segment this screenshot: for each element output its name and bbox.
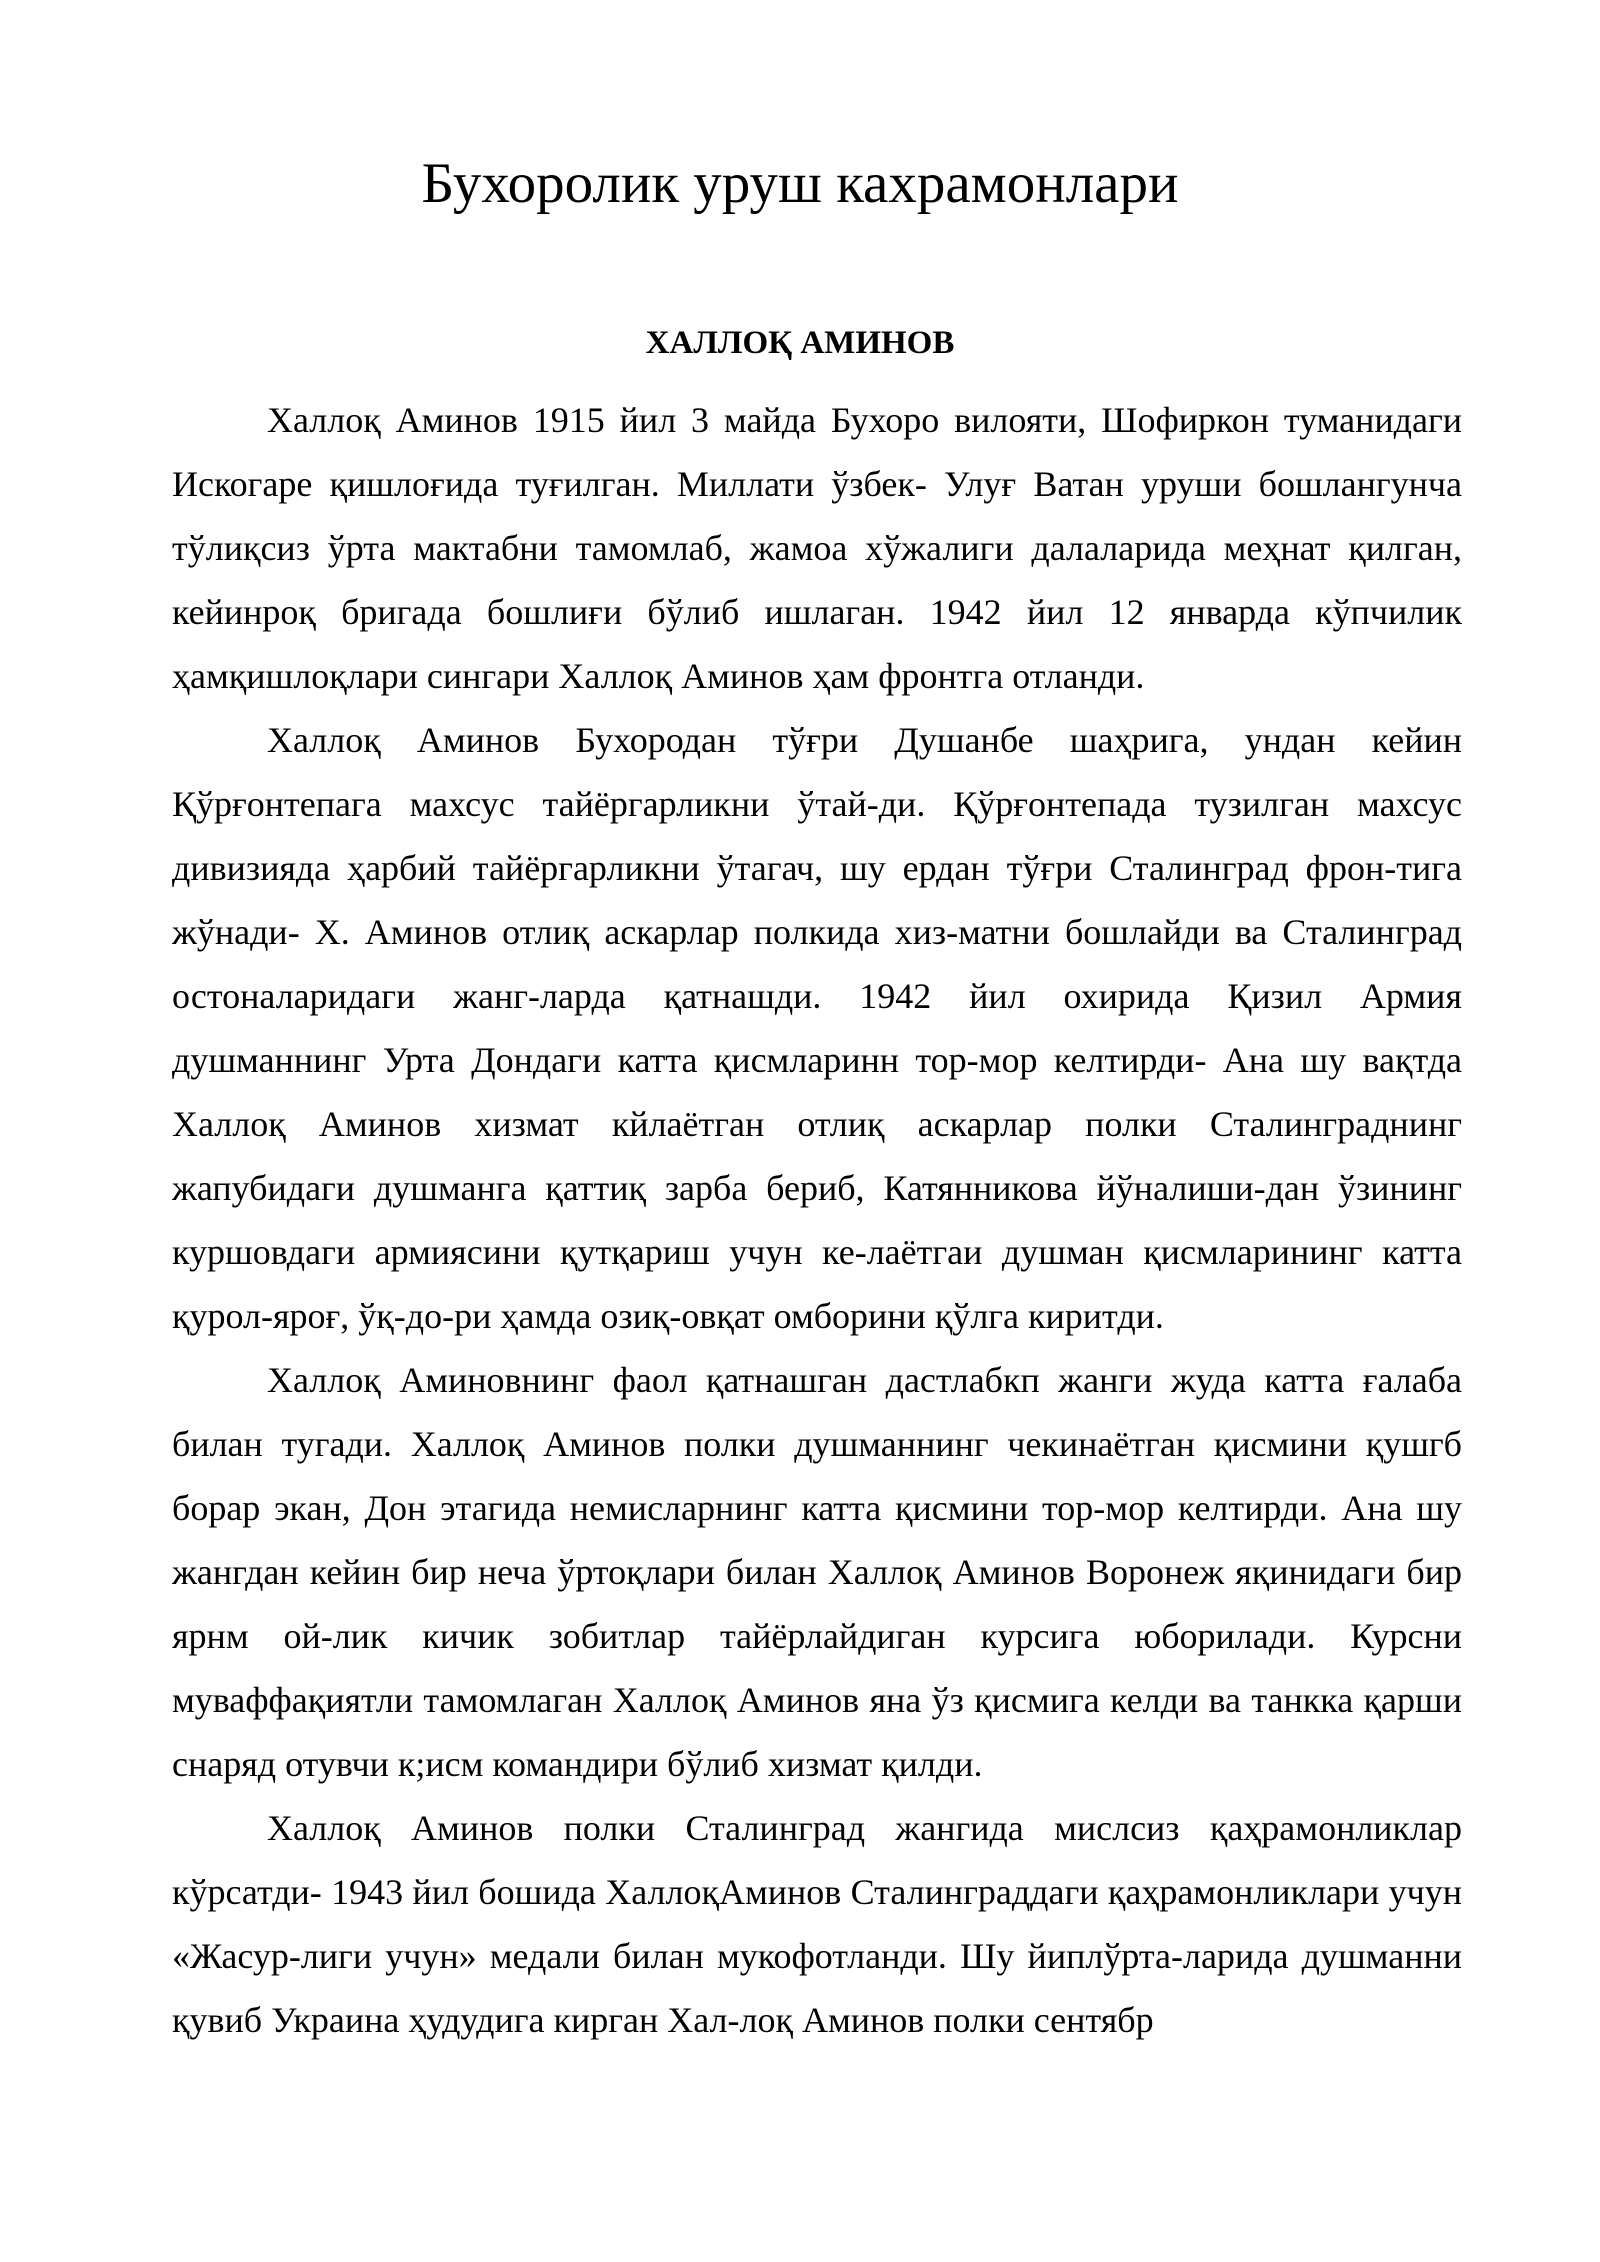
document-title: Бухоролик уруш кахрамонлари <box>421 152 1179 215</box>
paragraph: Халлоқ Аминовнинг фаол қатнашган дастлабкп жанги жуда катта ғалаба билан тугади. Халлоқ Аминов полки душманнинг чекинаётган қисмини қушгб борар экан, Дон этагида немисларнинг катта қисмини тор-мор келтирди. Ана шу жангдан кейин бир неча ўртоқлари билан Халлоқ Аминов Воронеж яқинидаги бир ярнм ой-лик кичик зобитлар тайёрлайдиган курсига юборилади. Курсни муваффақиятли тамомлаган Халлоқ Аминов яна ўз қисмига келди ва танкка қарши снаряд отувчи к;исм командири бўлиб хизмат қилди. <box>172 1360 1462 1784</box>
paragraph: Халлоқ Аминов полки Сталинград жангида мислсиз қаҳрамонликлар кўрсатди- 1943 йил бошида ХаллоқАминов Сталинграддаги қаҳрамонликлари учун «Жасур-лиги учун» медали билан мукофотланди. Шу йиплўрта-ларида душманни қувиб Украина ҳудудига кирган Хал-лоқ Аминов полки сентябр <box>172 1808 1462 2040</box>
paragraph: Халлоқ Аминов 1915 йил 3 майда Бухоро вилояти, Шофиркон туманидаги Искогаре қишлоғида туғилган. Миллати ўзбек- Улуғ Ватан уруши бошлангунча тўлиқсиз ўрта мактабни тамомлаб, жамоа хўжалиги далаларида меҳнат қилган, кейинроқ бригада бошлиғи бўлиб ишлаган. 1942 йил 12 январда кўпчилик ҳамқишлоқлари сингари Халлоқ Аминов ҳам фронтга отланди. <box>172 400 1462 696</box>
paragraph: Халлоқ Аминов Бухородан тўғри Душанбе шаҳрига, ундан кейин Қўрғонтепага махсус тайёргарликни ўтай-ди. Қўрғонтепада тузилган махсус дивизияда ҳарбий тайёргарликни ўтагач, шу ердан тўғри Сталинград фрон-тига жўнади- Х. Аминов отлиқ аскарлар полкида хиз-матни бошлайди ва Сталинград остоналаридаги жанг-ларда қатнашди. 1942 йил охирида Қизил Армия душманнинг Урта Дондаги катта қисмларинн тор-мор келтирди- Ана шу вақтда Халлоқ Аминов хизмат кйлаётган отлиқ аскарлар полки Сталинграднинг жапубидаги душманга қаттиқ зарба бериб, Катянникова йўналиши-дан ўзининг куршовдаги армиясини қутқариш учун ке-лаётгаи душман қисмларининг катта қурол-яроғ, ўқ-до-ри ҳамда озиқ-овқат омборини қўлга киритди. <box>172 720 1462 1336</box>
section-heading: ХАЛЛОҚ АМИНОВ <box>645 325 955 361</box>
body-text <box>172 388 1462 2052</box>
